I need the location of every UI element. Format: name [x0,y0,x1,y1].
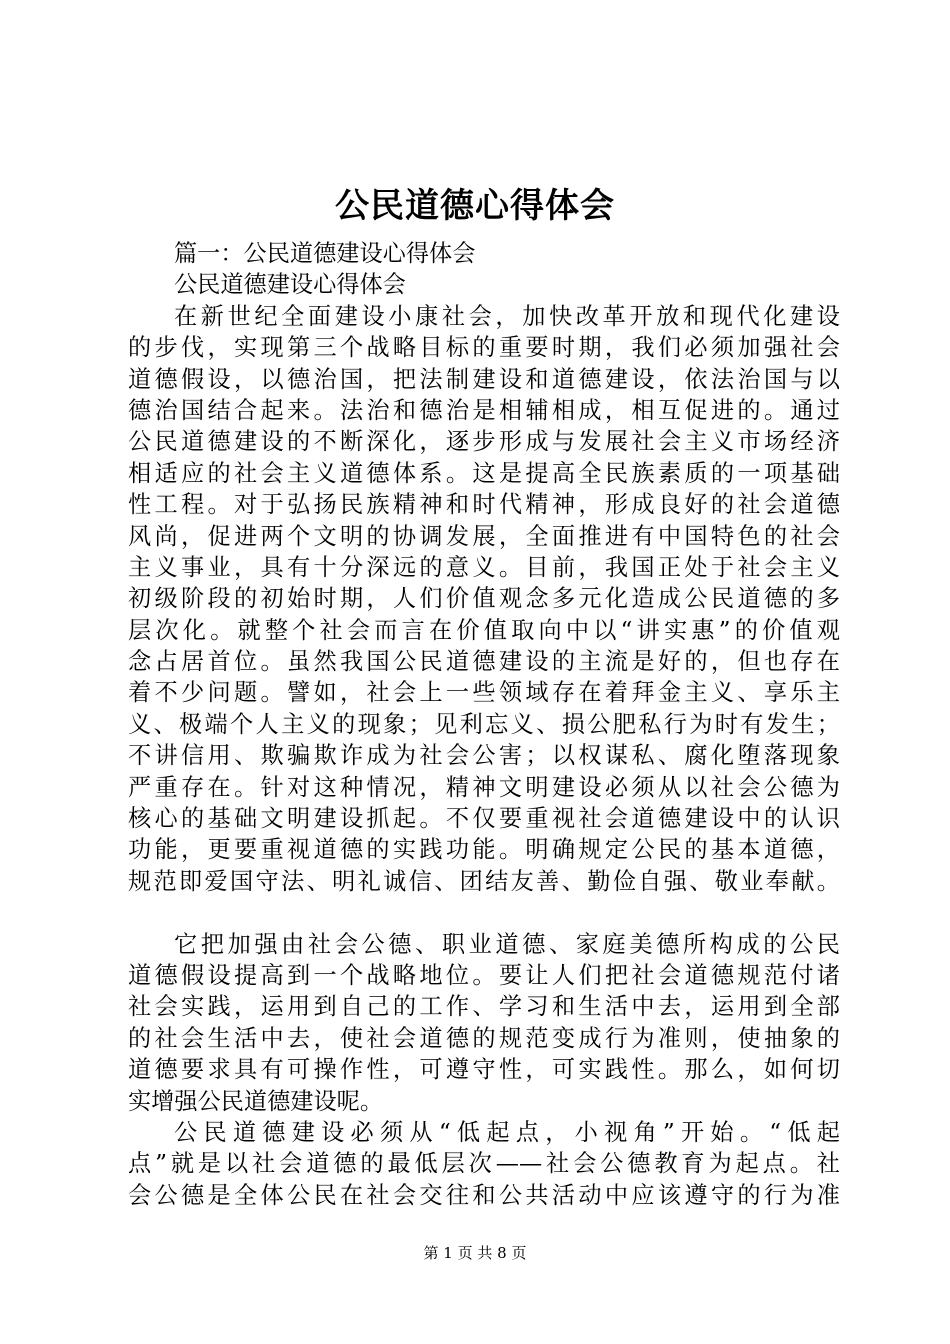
text-line: 风尚，促进两个文明的协调发展，全面推进有中国特色的社会 [128,522,840,550]
page-footer: 第 1 页 共 8 页 [423,1244,527,1262]
text-line: 念占居首位。虽然我国公民道德建设的主流是好的，但也存在 [128,648,840,676]
text-line: 会公德是全体公民在社会交往和公共活动中应该遵守的行为准 [128,1181,840,1209]
text-line: 实增强公民道德建设呢。 [128,1087,384,1115]
text-line: 不讲信用、欺骗欺诈成为社会公害；以权谋私、腐化堕落现象 [128,742,840,770]
text-line: 性工程。对于弘扬民族精神和时代精神，形成良好的社会道德 [128,491,840,519]
text-line: 它把加强由社会公德、职业道德、家庭美德所构成的公民 [174,930,840,958]
text-line: 道德假设提高到一个战略地位。要让人们把社会道德规范付诸 [128,961,840,989]
text-line: 层次化。就整个社会而言在价值取向中以“讲实惠”的价值观 [128,616,840,644]
document-body [128,238,840,1211]
text-line: 公民道德建设必须从“低起点，小视角”开始。“低起 [174,1118,840,1146]
text-line: 公民道德建设的不断深化，逐步形成与发展社会主义市场经济 [128,428,840,456]
text-line: 主义事业，具有十分深远的意义。目前，我国正处于社会主义 [128,553,840,581]
text-line: 社会实践，运用到自己的工作、学习和生活中去，运用到全部 [128,993,840,1021]
text-line: 道德要求具有可操作性，可遵守性，可实践性。那么，如何切 [128,1056,840,1084]
text-line: 在新世纪全面建设小康社会，加快改革开放和现代化建设 [174,302,840,330]
text-line: 的社会生活中去，使社会道德的规范变成行为准则，使抽象的 [128,1024,840,1052]
text-line: 义、极端个人主义的现象；见利忘义、损公肥私行为时有发生； [128,710,840,738]
paragraph-gap [128,897,840,928]
text-line: 篇一：公民道德建设心得体会 [174,240,476,267]
text-line: 道德假设，以德治国，把法制建设和道德建设，依法治国与以 [128,365,840,393]
text-line: 德治国结合起来。法治和德治是相辅相成，相互促进的。通过 [128,396,840,424]
document-title: 公民道德心得体会 [335,186,615,226]
text-line: 的步伐，实现第三个战略目标的重要时期，我们必须加强社会 [128,334,840,362]
text-line: 相适应的社会主义道德体系。这是提高全民族素质的一项基础 [128,459,840,487]
text-line: 点”就是以社会道德的最低层次——社会公德教育为起点。社 [128,1150,840,1178]
text-line: 规范即爱国守法、明礼诚信、团结友善、勤俭自强、敬业奉献。 [128,867,840,895]
text-line: 功能，更要重视道德的实践功能。明确规定公民的基本道德， [128,836,840,864]
text-line: 核心的基础文明建设抓起。不仅要重视社会道德建设中的认识 [128,805,840,833]
text-line: 初级阶段的初始时期，人们价值观念多元化造成公民道德的多 [128,585,840,613]
text-line: 公民道德建设心得体会 [174,271,406,299]
text-line: 着不少问题。譬如，社会上一些领域存在着拜金主义、享乐主 [128,679,840,707]
text-line: 严重存在。针对这种情况，精神文明建设必须从以社会公德为 [128,773,840,801]
